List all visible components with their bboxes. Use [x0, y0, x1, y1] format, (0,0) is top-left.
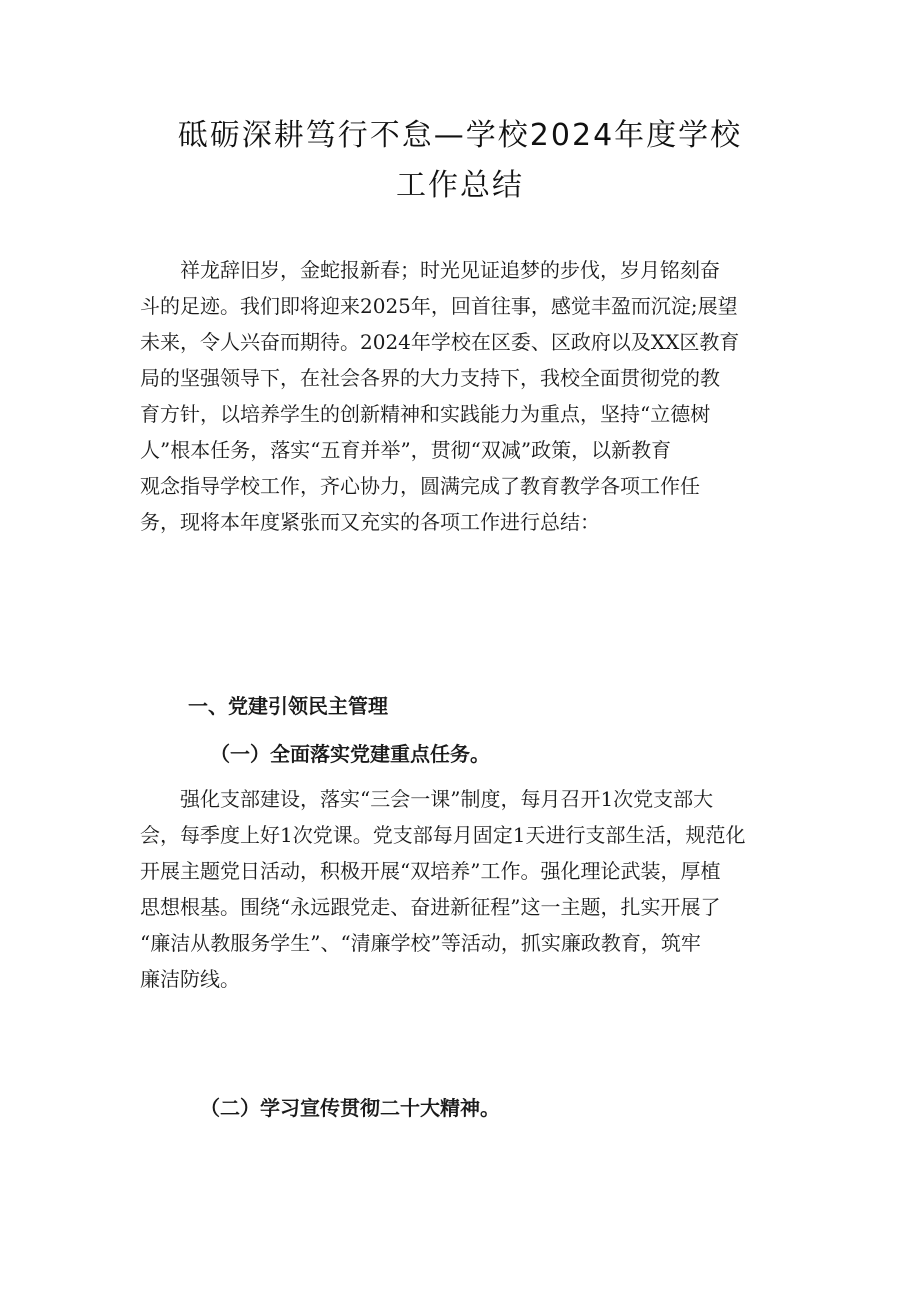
body-line: 强化支部建设，落实“三会一课”制度，每月召开1次党支部大: [140, 787, 714, 811]
intro-line: 务，现将本年度紧张而又充实的各项工作进行总结：: [140, 510, 600, 534]
body-line: “廉洁从教服务学生”、“清廉学校”等活动，抓实廉政教育，筑牢: [140, 931, 701, 955]
intro-line: 观念指导学校工作，齐心协力，圆满完成了教育教学各项工作任: [140, 474, 700, 498]
body-line: 廉洁防线。: [140, 967, 240, 991]
intro-line: 育方针，以培养学生的创新精神和实践能力为重点，坚持“立德树: [140, 402, 711, 426]
intro-line: 局的坚强领导下，在社会各界的大力支持下，我校全面贯彻党的教: [140, 366, 720, 390]
intro-paragraph: [140, 252, 788, 540]
intro-line: 祥龙辞旧岁，金蛇报新春；时光见证追梦的步伐，岁月铭刻奋: [140, 258, 720, 282]
subsection-heading-1: （一）全面落实党建重点任务。: [210, 742, 490, 766]
intro-line: 人”根本任务，落实“五育并举”，贯彻“双减”政策，以新教育: [140, 438, 672, 462]
body-line: 思想根基。围绕“永远跟党走、奋进新征程”这一主题，扎实开展了: [140, 895, 721, 919]
section-heading-1: 一、党建引领民主管理: [188, 694, 388, 718]
intro-line: 斗的足迹。我们即将迎来2025年，回首往事，感觉丰盈而沉淀;展望: [140, 294, 738, 318]
document-title-line-2: 工作总结: [396, 168, 524, 203]
body-line: 开展主题党日活动，积极开展“双培养”工作。强化理论武装，厚植: [140, 859, 721, 883]
subsection-1-paragraph: [140, 781, 788, 997]
document-title-line-1: 砥砺深耕笃行不怠—学校2024年度学校: [177, 118, 743, 153]
intro-line: 未来，令人兴奋而期待。2024年学校在区委、区政府以及XX区教育: [140, 330, 740, 354]
subsection-heading-2: （二）学习宣传贯彻二十大精神。: [200, 1096, 500, 1120]
body-line: 会，每季度上好1次党课。党支部每月固定1天进行支部生活，规范化: [140, 823, 746, 847]
